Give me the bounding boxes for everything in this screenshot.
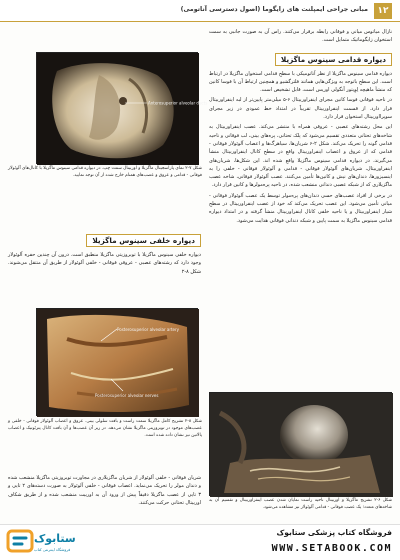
anatomy-photo-figure-6 [209,392,392,496]
posterior-paragraph-2: شریان فوقانی - خلفی آلوئولار از شریان ماگزیلاری در مجاورت توبروزیتی ماگزیلا منشعب شده و دندان مولر را تحریک می‌نماید. اعصاب فوقانی - خلفی آلوئولار به صورت دسته‌های ۲ تایی و ۳ تایی از عصب ماگزیلا دقیقاً پیش از ورود آن به اوربیت منشعب شده و از طریق شکاف اوربیتال تحتانی حرکت می‌کنند. [8,475,201,506]
figure-6-caption: شکل ۶-۲ تشریح ماگزیلا و اوربیتال ناحیه راست نمایان شدن عصب اینفراوربیتال و تقسیم آن به شاخه‌های متعدد؛ یک عصب فوقانی - قدامی آلوئولار نیز مشاهده می‌شود. [209,498,392,510]
store-name: فروشگاه کتاب پزشکی ستابوک [276,528,392,537]
dissection-photo-illustration [37,309,199,417]
setabook-logo[interactable] [6,528,76,558]
anterior-paragraph-4: در برخی از افراد عصب‌های حسی دندان‌های پره‌مولر توسط یک عصب آلوئولار فوقانی - میانی تأمین می‌شود. این عصب تحریک می‌کند که خود از عصب اینفراوربیتال در سطح شیار اینفراوربیتال و یا ناحیه خلفی کانال اینفراوربیتال منشأ گرفته و در امتداد دیواره قدامی سینوس ماگزیلا به سمت پایین و شبکه دندانی فوقانی هدایت می‌شود. [209,192,392,224]
left-text-column [8,228,201,278]
page-number: ۱۲ [374,3,392,19]
store-url-link[interactable]: WWW.SETABOOK.COM [271,543,392,554]
posterior-paragraph-1: دیواره خلفی سینوس ماگزیلا با توبروزیتی ماگزیلا منطبق است. درون آن چندین حفره آلوئولار وجود دارد که رشته‌های عصبی - عروقی فوقانی - خلفی آلوئولار از طریق آن منتقل می‌شوند. شکل ۸-۲ [8,252,201,275]
left-text-column-bottom [8,474,201,509]
figure-8-caption: شکل ۸-۲ تشریح کامل ماگزیلا سمت راست و بافت سلولی بینی. عروق و اعصاب آلوئولار فوقانی - خلفی و عصب‌های موجود در توبروزیتی ماگزیلا نشان می‌دهد. در زیر آن عصب‌ها و آن بافت کانال پترئوتیک و اعصاب پالاتین نیز نشان داده شده است. [8,419,202,438]
figure-8-label-nerves: Posterosuperior alveolar nerves [95,393,159,398]
logo-subtext: فروشگاه اینترنتی کتاب [34,547,71,552]
anterior-paragraph-1: دیواره قدامی سینوس ماگزیلا از نظر آناتومیکی با سطح قدامی استخوان ماگزیلا در ارتباط است. این سطح باتوجه به ویژگی‌هایی همانند فلترگشیو و همچنین ارتباط آن با فوسا کانین که منشأ ماهیچه لِوِیتور آنگولی اوریس است، قابل تشخیص است. [209,70,392,94]
section-heading-posterior-wall: دیواره خلفی سینوس ماگزیلا [86,234,201,247]
logo-text: ستابوک [34,532,76,545]
section-heading-anterior-wall: دیواره قدامی سینوس ماگزیلا [275,53,392,66]
orbit-dissection-illustration [210,393,393,497]
anterior-paragraph-2: در ناحیه فوقانی فوسا کانین مجرای اینفراوربیتال ۶-۵ میلی‌متر پایین‌تر از لبه اینفراوربیتال قرار دارد. از قسمت اینفراوربیتال تقریباً در امتداد خط عمودی در زیر مجرای سوپرااوربیتال استخوان قرار دارد. [209,97,392,121]
setabook-logo-icon [6,528,36,554]
page-header [0,0,400,22]
figure-8-label-artery: Posterosuperior alveolar artery [117,327,180,332]
intro-paragraph: نازال میاتوس میانی و فوقانی رابطه برقرار می‌کنند. راس آن به صورت جانبی به سمت استخوان زایگوماتیک متمایل است. [209,29,392,44]
figure-7-caption: شکل ۷-۲ نمای پاراسجیتال ماگزیلا و اوربیتال سمت چپ. در دیواره قدامی سینوس ماگزیلا با کانال‌های آلوئولار فوقانی - قدامی و عروق و عصب‌های همنام خارج شده از آن توجه نمایید. [8,166,202,178]
skull-photo-illustration [37,53,208,165]
right-text-column [209,28,392,227]
anatomy-photo-figure-8 [36,308,198,416]
running-title: مبانی جراحی ایمپلنت های زایگوما (اصول دسترسی آناتومی) [180,6,368,13]
page-footer [0,524,400,560]
anatomy-photo-figure-7 [36,52,208,164]
anterior-paragraph-3: این محل رشته‌های عصبی - عروقی همراه با منتشر می‌کند. عصب اینفراوربیتال به شاخه‌های تحتانی متعددی تقسیم می‌شود که پلک تحتانی، پره‌های بینی، لب فوقانی و ناحیه قدامی گونه را تحریک می‌کند. شکل ۲-۶ شریان‌ها، سیاهرگ‌ها و اعصاب آلوئولار فوقانی - قدامی که از عروق و اعصاب اینفراوربیتال واقع در سطح کانال اینفراوربیتال منشأ می‌گیرند، در دیواره قدامی سینوس ماگزیلا واقع شده اند. این شکل‌ها، شریان‌های اینفراوربیتال، شریان‌های آلوئولار فوقانی - قدامی و آلوئولار فوقانی - خلفی را به اینسیزورها، دندان‌های نیش و کانین‌ها تأمین می‌کنند. عصب آلوئولار فوقانی، شاخه عصب ماگزیلاری که از شبکه عصبی دندانی منشعب شده، در ناحیه پره‌مولرها و کانین قرار دارد. [209,124,392,189]
figure-7-label: Anterosuperior alveolar ducts [148,100,208,106]
